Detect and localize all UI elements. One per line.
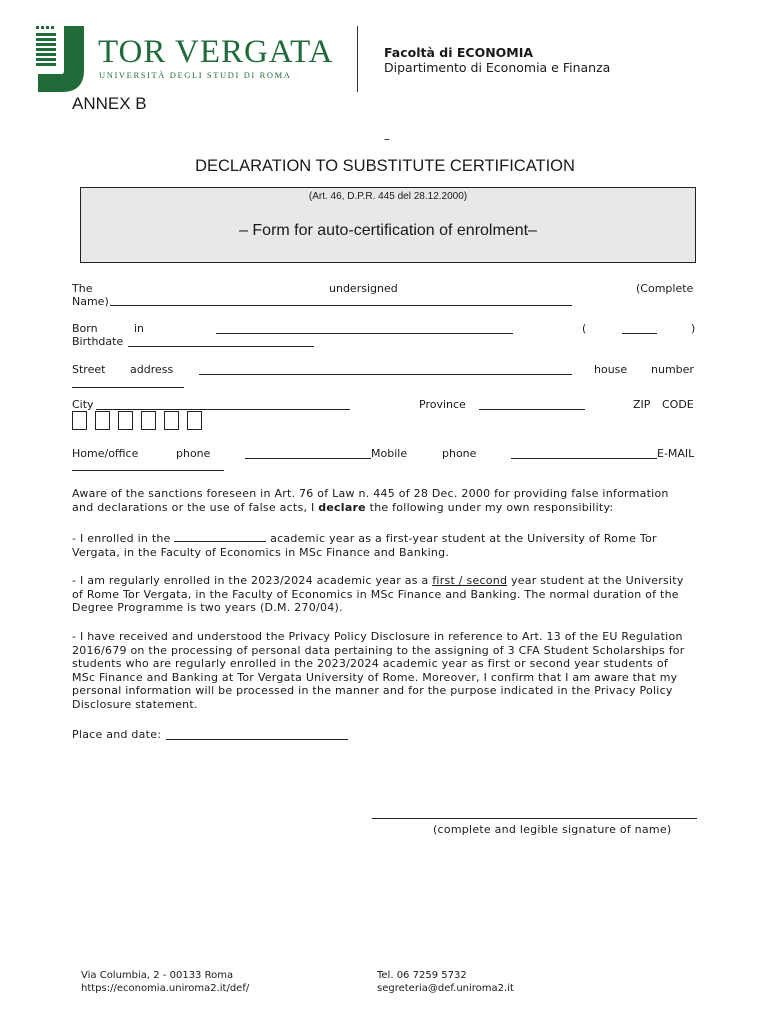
label-house: house <box>594 363 628 376</box>
regular-line-2: of Rome Tor Vergata, in the Faculty of Economics in MSc Finance and Banking. The normal duration of the <box>72 587 679 601</box>
year-choice: first / second <box>432 574 508 587</box>
document-title: DECLARATION TO SUBSTITUTE CERTIFICATION <box>195 157 575 175</box>
enrolled-text-b: academic year as a first-year student at the University of Rome Tor <box>266 532 657 545</box>
privacy-line-5: personal information will be processed in the manner and for the purpose indicated in the Privacy Policy <box>72 684 673 698</box>
aware-line-1: Aware of the sanctions foreseen in Art. 76 of Law n. 445 of 28 Dec. 2000 for providing false information <box>72 487 669 500</box>
label-place-date: Place and date: <box>72 728 162 741</box>
name-field[interactable] <box>110 305 572 306</box>
label-born: Born <box>72 322 98 335</box>
label-birthdate: Birthdate <box>72 335 124 348</box>
privacy-paragraph <box>72 630 696 712</box>
label-zip: ZIP <box>633 398 651 411</box>
label-mobile-phone: phone <box>442 447 477 460</box>
regular-line-3: Degree Programme is two years (D.M. 270/04). <box>72 601 343 615</box>
home-phone-field[interactable] <box>245 458 371 459</box>
annex-label: ANNEX B <box>72 94 147 113</box>
label-code: CODE <box>662 398 694 411</box>
regular-line-1 <box>72 574 696 588</box>
label-address: address <box>130 363 174 376</box>
form-subtitle: – Form for auto-certification of enrolment– <box>239 222 537 239</box>
privacy-line-6: Disclosure statement. <box>72 697 198 711</box>
enrolled-year-field[interactable] <box>174 531 266 542</box>
header-divider <box>357 26 358 92</box>
label-the: The <box>72 282 93 295</box>
footer-address: Via Columbia, 2 - 00133 Roma <box>81 970 234 981</box>
zip-digit-box[interactable] <box>164 411 179 430</box>
declare-word: declare <box>318 500 366 514</box>
paren-open: ( <box>582 322 587 335</box>
aware-text-a: and declarations or the use of false acts, I <box>72 500 319 514</box>
street-field[interactable] <box>199 374 572 375</box>
footer-phone: Tel. 06 7259 5732 <box>377 970 467 981</box>
footer-email[interactable]: segreteria@def.uniroma2.it <box>377 983 514 994</box>
label-number: number <box>651 363 694 376</box>
place-date-field[interactable] <box>166 739 348 740</box>
mobile-phone-field[interactable] <box>511 458 657 459</box>
dash-mark: – <box>384 132 390 146</box>
regular-paragraph <box>72 574 696 615</box>
privacy-line-3: students who are regularly enrolled in the 2023/2024 academic year as first or second year students of <box>72 657 669 671</box>
birthplace-field[interactable] <box>216 333 513 334</box>
house-number-field[interactable] <box>72 387 184 388</box>
paren-close: ) <box>691 322 696 335</box>
signature-caption: (complete and legible signature of name) <box>433 823 672 836</box>
enrolled-text-a: - I enrolled in the <box>72 532 175 545</box>
label-in: in <box>134 322 145 335</box>
logo-title: TOR VERGATA <box>98 34 334 70</box>
privacy-line-4: MSc Finance and Banking at Tor Vergata University of Rome. Moreover, I confirm that I am aware that my <box>72 670 678 684</box>
aware-paragraph <box>72 487 696 514</box>
footer-website[interactable]: https://economia.uniroma2.it/def/ <box>81 983 250 994</box>
label-home-office: Home/office <box>72 447 139 460</box>
label-province: Province <box>419 398 466 411</box>
label-undersigned: undersigned <box>329 282 398 295</box>
legal-reference: (Art. 46, D.P.R. 445 del 28.12.2000) <box>308 191 468 202</box>
logo-subtitle: UNIVERSITÀ DEGLI STUDI DI ROMA <box>99 70 292 80</box>
enrolled-paragraph <box>72 531 696 559</box>
regular-text-b: year student at the University <box>507 574 684 587</box>
label-complete: (Complete <box>636 282 694 295</box>
regular-text-a: - I am regularly enrolled in the 2023/2024 academic year as a <box>72 574 433 587</box>
label-mobile: Mobile <box>371 447 408 460</box>
privacy-line-2: 2016/679 on the processing of personal data pertaining to the assigning of 3 CFA Student Scholarships for <box>72 643 685 657</box>
label-name: Name) <box>72 295 109 308</box>
birth-province-field[interactable] <box>622 333 657 334</box>
label-street: Street <box>72 363 106 376</box>
department-block <box>384 45 610 75</box>
department-name: Dipartimento di Economia e Finanza <box>384 60 611 75</box>
label-phone: phone <box>176 447 211 460</box>
label-city: City <box>72 398 94 411</box>
signature-field[interactable] <box>372 818 697 819</box>
city-field[interactable] <box>96 409 350 410</box>
email-field[interactable] <box>72 470 224 471</box>
aware-text-b: the following under my own responsibility: <box>365 500 614 514</box>
zip-digit-box[interactable] <box>72 411 87 430</box>
enrolled-line-1 <box>72 531 696 546</box>
footer-right <box>377 969 514 995</box>
privacy-line-1: - I have received and understood the Privacy Policy Disclosure in reference to Art. 13 of the EU Regulation <box>72 630 683 643</box>
zip-digit-box[interactable] <box>141 411 156 430</box>
aware-line-2 <box>72 501 696 515</box>
enrolled-line-2: Vergata, in the Faculty of Economics in MSc Finance and Banking. <box>72 545 450 559</box>
footer-left <box>81 969 249 995</box>
faculty-name: Facoltà di ECONOMIA <box>384 45 534 60</box>
form-title-box <box>80 187 696 263</box>
zip-digit-box[interactable] <box>187 411 202 430</box>
label-email: E-MAIL <box>657 447 695 460</box>
zip-digit-box[interactable] <box>118 411 133 430</box>
birthdate-field[interactable] <box>128 346 314 347</box>
zip-digit-box[interactable] <box>95 411 110 430</box>
university-logo-icon <box>36 26 88 92</box>
province-field[interactable] <box>479 409 585 410</box>
